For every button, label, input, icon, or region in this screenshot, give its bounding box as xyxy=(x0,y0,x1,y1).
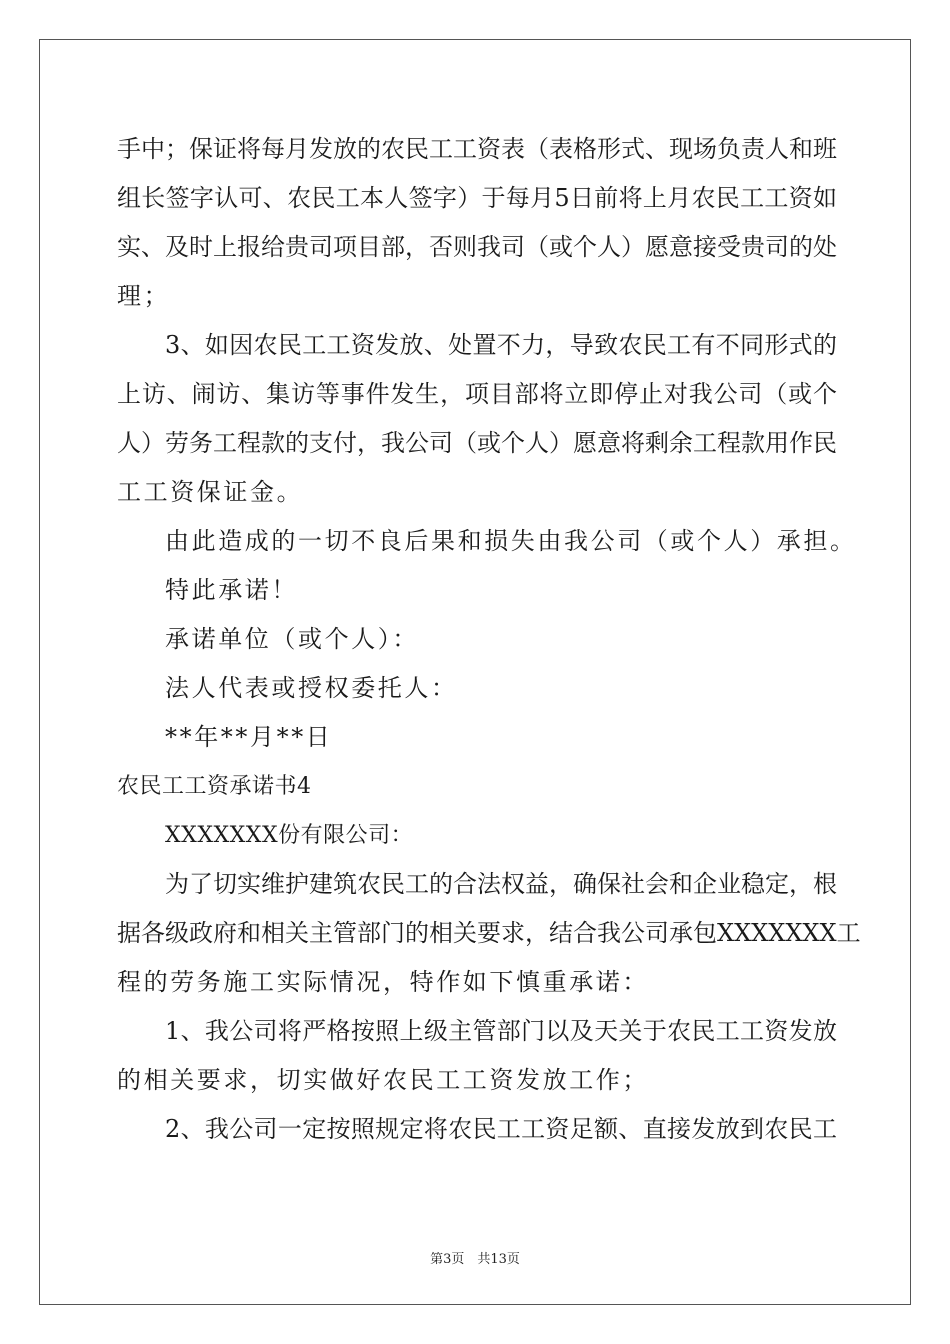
text-line: 人）劳务工程款的支付，我公司（或个人）愿意将剩余工程款用作民 xyxy=(117,429,837,457)
text-line: 据各级政府和相关主管部门的相关要求，结合我公司承包XXXXXXX工 xyxy=(117,919,861,947)
text-line: 程的劳务施工实际情况，特作如下慎重承诺： xyxy=(117,968,649,996)
addressee-line: XXXXXXX份有限公司： xyxy=(165,823,414,848)
text-line: 特此承诺！ xyxy=(165,576,298,604)
text-line: 实、及时上报给贵司项目部，否则我司（或个人）愿意接受贵司的处 xyxy=(117,233,837,261)
text-line: 的相关要求，切实做好农民工工资发放工作； xyxy=(117,1066,649,1094)
text-line: 上访、闹访、集访等事件发生，项目部将立即停止对我公司（或个 xyxy=(117,380,837,408)
page-number: 第3页 共13页 xyxy=(430,1252,520,1267)
text-line: 手中；保证将每月发放的农民工工资表（表格形式、现场负责人和班 xyxy=(117,135,837,163)
text-line: 3、如因农民工工资发放、处置不力，导致农民工有不同形式的 xyxy=(165,331,837,359)
text-line: 法人代表或授权委托人： xyxy=(165,674,458,702)
date-line: **年**月**日 xyxy=(165,723,333,751)
document-body xyxy=(117,125,861,1154)
text-line: 2、我公司一定按照规定将农民工工资足额、直接发放到农民工 xyxy=(165,1115,837,1143)
section-title: 农民工工资承诺书4 xyxy=(117,774,312,799)
text-line: 由此造成的一切不良后果和损失由我公司（或个人）承担。 xyxy=(165,527,857,555)
text-line: 组长签字认可、农民工本人签字）于每月5日前将上月农民工工资如 xyxy=(117,184,837,212)
text-line: 理； xyxy=(117,282,171,310)
text-line: 1、我公司将严格按照上级主管部门以及天关于农民工工资发放 xyxy=(165,1017,837,1045)
text-line: 承诺单位（或个人）： xyxy=(165,625,419,653)
text-line: 为了切实维护建筑农民工的合法权益，确保社会和企业稳定，根 xyxy=(165,870,837,898)
text-line: 工工资保证金。 xyxy=(117,478,304,506)
